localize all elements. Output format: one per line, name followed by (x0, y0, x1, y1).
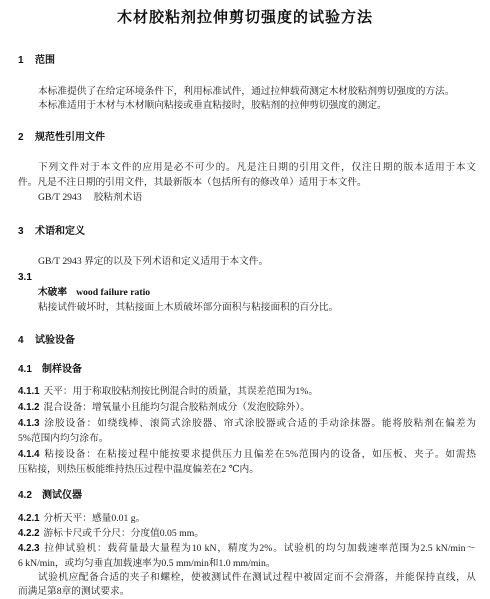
section-4-heading (18, 334, 476, 347)
clause-4-1-1 (18, 385, 476, 398)
paragraph-line: 试验机应配备合适的夹子和螺栓，使被测试件在测试过程中被固定而不会滑落，并能保持直线，从 (38, 572, 476, 583)
clause-number: 4.1.1 (18, 386, 40, 397)
reference-title: 胶粘剂术语 (93, 192, 143, 203)
section-title: 术语和定义 (35, 226, 85, 237)
paragraph-line: 而满足第8章的测试要求。 (18, 586, 130, 597)
clause-text: 分析天平：感量0.01 g。 (43, 513, 146, 524)
clause-number: 4.2.1 (18, 513, 40, 524)
clause-text: 涂胶设备：如绕线棒、滚筒式涂胶器、帘式涂胶器或合适的手动涂抹器。能将胶粘剂在偏差为 (43, 418, 476, 429)
term-definition: 粘接试件破坏时，其粘接面上木质破坏部分面积与粘接面积的百分比。 (38, 302, 339, 313)
section-number: 4 (18, 335, 24, 346)
subsection-4-1-heading (18, 363, 476, 376)
section-number: 2 (18, 132, 24, 143)
clause-text: 天平：用于称取胶粘剂按比例混合时的质量，其误差范围为1%。 (43, 386, 319, 397)
subsection-title: 制样设备 (42, 364, 82, 375)
subsection-title: 测试仪器 (42, 490, 82, 501)
clause-text: 粘接设备：在粘接过程中能按要求提供压力且偏差在5%范围内的设备，如压板、夹子。如需热 (43, 449, 476, 460)
section-title: 范围 (35, 55, 55, 66)
clause-text: 拉伸试验机：载荷量最大量程为10 kN，精度为2%。试验机的均匀加载速率范围为2.5 kN/min～ (43, 543, 476, 554)
document-title: 木材胶粘剂拉伸剪切强度的试验方法 (116, 9, 373, 26)
term-english: wood failure ratio (76, 287, 151, 298)
subsection-number: 4.2 (18, 490, 32, 501)
section-2-heading (18, 131, 476, 144)
clause-text: 混合设备：增氧量小且能均匀混合胶粘剂成分（发泡胶除外）。 (43, 402, 310, 413)
section-1-heading (18, 54, 476, 67)
reference-code: GB/T 2943 (38, 192, 82, 203)
clause-number: 4.1.2 (18, 402, 40, 413)
clause-4-1-2 (18, 401, 476, 414)
clause-4-1-3 (18, 417, 476, 430)
clause-number: 4.2.3 (18, 543, 40, 554)
clause-number: 4.1.4 (18, 449, 40, 460)
term-number: 3.1 (18, 272, 32, 283)
subsection-number: 4.1 (18, 364, 32, 375)
clause-text-continued: 压粘接，则热压板能维持热压过程中温度偏差在2 ℃内。 (18, 464, 259, 475)
section-title: 规范性引用文件 (35, 132, 105, 143)
paragraph-line: 本标准提供了在给定环境条件下，利用标准试件，通过拉伸载荷测定木材胶粘剂剪切强度的方法。 (38, 86, 455, 97)
paragraph-line: GB/T 2943 界定的以及下列术语和定义适用于本文件。 (38, 256, 269, 267)
clause-4-2-2 (18, 527, 476, 540)
paragraph-line: 本标准适用于木材与木材顺向粘接或垂直粘接时，胶粘剂的拉伸剪切强度的测定。 (38, 100, 387, 111)
paragraph-line: 下列文件对于本文件的应用是必不可少的。凡是注日期的引用文件，仅注日期的版本适用于本文 (38, 162, 476, 173)
normative-reference (38, 191, 476, 204)
section-number: 1 (18, 55, 24, 66)
subsection-4-2-heading (18, 489, 476, 502)
term-entry (38, 286, 476, 299)
clause-text: 游标卡尺或千分尺：分度值0.05 mm。 (43, 528, 204, 539)
section-number: 3 (18, 226, 24, 237)
clause-4-1-4 (18, 448, 476, 461)
paragraph-line: 件。凡是不注日期的引用文件，其最新版本（包括所有的修改单）适用于本文件。 (18, 177, 367, 188)
section-title: 试验设备 (35, 335, 75, 346)
clause-number: 4.1.3 (18, 418, 40, 429)
clause-4-2-1 (18, 512, 476, 525)
clause-number: 4.2.2 (18, 528, 40, 539)
section-3-heading (18, 225, 476, 238)
clause-text-continued: 6 kN/min，或均匀垂直加载速率为0.5 mm/min和1.0 mm/min。 (18, 558, 276, 569)
clause-4-2-3 (18, 542, 476, 555)
clause-text-continued: 5%范围内均匀涂布。 (18, 433, 109, 444)
term-chinese: 木破率 (38, 287, 68, 298)
